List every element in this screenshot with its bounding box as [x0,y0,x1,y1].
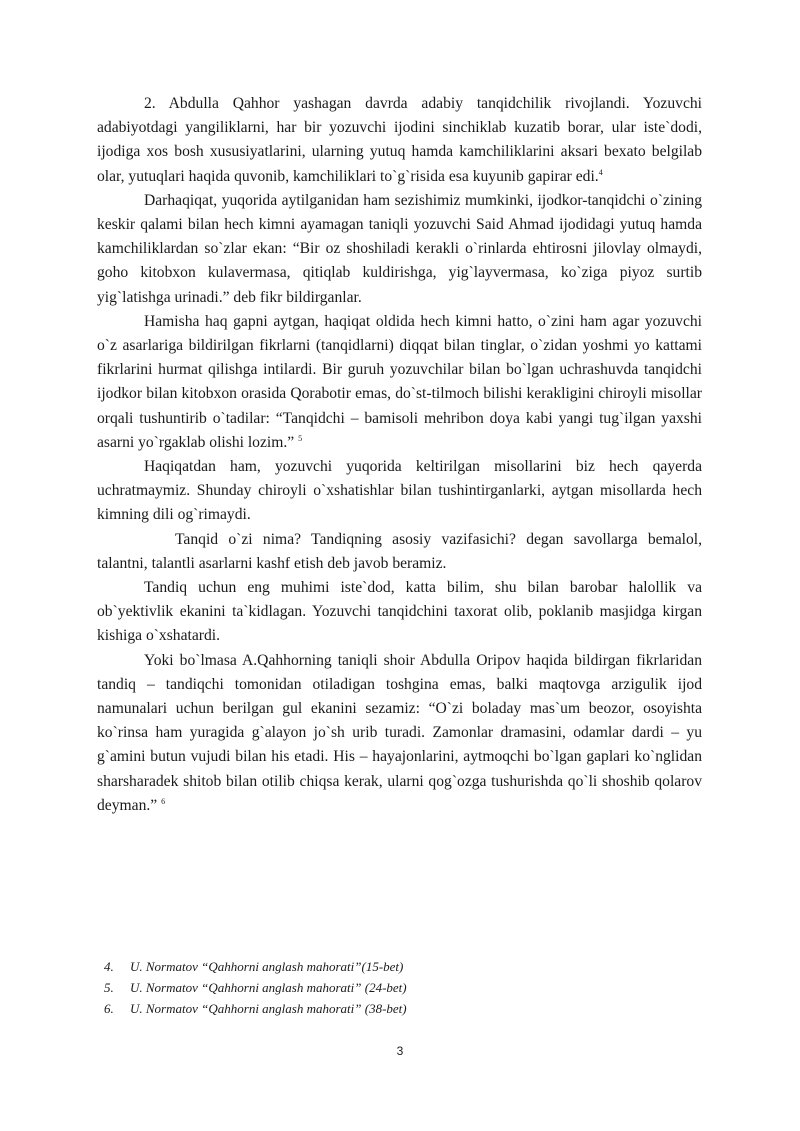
paragraph: 2. Abdulla Qahhor yashagan davrda adabiy tanqidchilik rivojlandi. Yozuvchi adabiyotdagi yangiliklarni, har bir yozuvchi ijodini sinchiklab kuzatib borar, ular iste`dodi, ijodiga xos bosh xususiyatlarini, ularning yutuq hamda kamchiliklarini aksari bexato belgilab olar, yutuqlari haqida quvonib, kamchiliklari to`g`risida esa kuyunib gapirar edi.$^4$ [97,95,702,185]
footnotes-list [104,956,704,1019]
body-text [97,92,702,818]
paragraph: Haqiqatdan ham, yozuvchi yuqorida keltirilgan misollarini biz hech qayerda uchratmaymiz. Shunday chiroyli o`xshatishlar bilan tushintirganlarki, aytgan misollarda hech kimning dili og`rimaydi. [97,458,702,524]
paragraph: Hamisha haq gapni aytgan, haqiqat oldida hech kimni hatto, o`zini ham agar yozuvchi o`z asarlariga bildirilgan fikrlarni (tanqidlarni) diqqat bilan tinglar, o`zidan yoshmi yo kattami fikrlarini hurmat qilishga intilardi. Bir guruh yozuvchilar bilan bo`lgan uchrashuvda tanqidchi ijodkor bilan kitobxon orasida Qorabotir emas, do`st-tilmoch bilishi kerakligini chiroyli misollar orqali tushuntirib o`tadilar: “Tanqidchi – bamisoli mehribon doya kabi yangi tug`ilgan yaxshi asarni yo`rgaklab olishi lozim.” $^5$ [97,312,702,451]
footnote-ref: 4 [598,167,603,177]
footnote-item [104,956,704,977]
footnote-text: U. Normatov “Qahhorni anglash mahorati” (38-bet) [130,1001,407,1016]
footnote-item [104,977,704,998]
paragraph: Tandiq uchun eng muhimi iste`dod, katta bilim, shu bilan barobar halollik va ob`yektivlik ekanini ta`kidlagan. Yozuvchi tanqidchini taxorat olib, poklanib masjidga kirgan kishiga o`xshatardi. [97,579,702,645]
paragraph: Yoki bo`lmasa A.Qahhorning taniqli shoir Abdulla Oripov haqida bildirgan fikrlaridan tandiq – tandiqchi tomonidan otiladigan toshgina emas, balki maqtovga arzigulik ijod namunalari uchun berilgan gul ekanini sezamiz: “O`zi boladay mas`um beozor, osoyishta ko`rinsa ham yuragida g`alayon jo`sh urib turadi. Zamonlar dramasini, odamlar dardi – yu g`amini butun vujudi bilan his etadi. His – hayajonlarini, aytmoqchi bo`lgan gaplari ko`nglidan sharsharadek shitob bilan otilib chiqsa kerak, ularni qog`ozga tushurishda qo`li shoshib qolarov deyman.” $^6$ [97,651,702,814]
footnote-ref: 6 [161,796,166,806]
footnote-item [104,998,704,1019]
footnote-number: 4. [104,959,114,974]
page-number: 3 [396,1044,404,1058]
footnote-number: 5. [104,980,114,995]
paragraph: Tanqid o`zi nima? Tandiqning asosiy vazifasichi? degan savollarga bemalol, talantni, talantli asarlarni kashf etish deb javob beramiz. [97,530,702,572]
footnote-text: U. Normatov “Qahhorni anglash mahorati”(15-bet) [130,959,404,974]
footnote-ref: 5 [298,433,303,443]
paragraph: Darhaqiqat, yuqorida aytilganidan ham sezishimiz mumkinki, ijodkor-tanqidchi o`zining keskir qalami bilan hech kimni ayamagan taniqli yozuvchi Said Ahmad ijodidagi yutuq hamda kamchiliklardan so`zlar ekan: “Bir oz shoshiladi kerakli o`rinlarda ehtirosni jilovlay olmaydi, goho kitobxon kulavermasa, qitiqlab kuldirishga, yig`layvermasa, ko`ziga piyoz surtib yig`latishga urinadi.” deb fikr bildirganlar. [97,191,702,306]
footnote-text: U. Normatov “Qahhorni anglash mahorati” (24-bet) [130,980,407,995]
footnote-number: 6. [104,1001,114,1016]
